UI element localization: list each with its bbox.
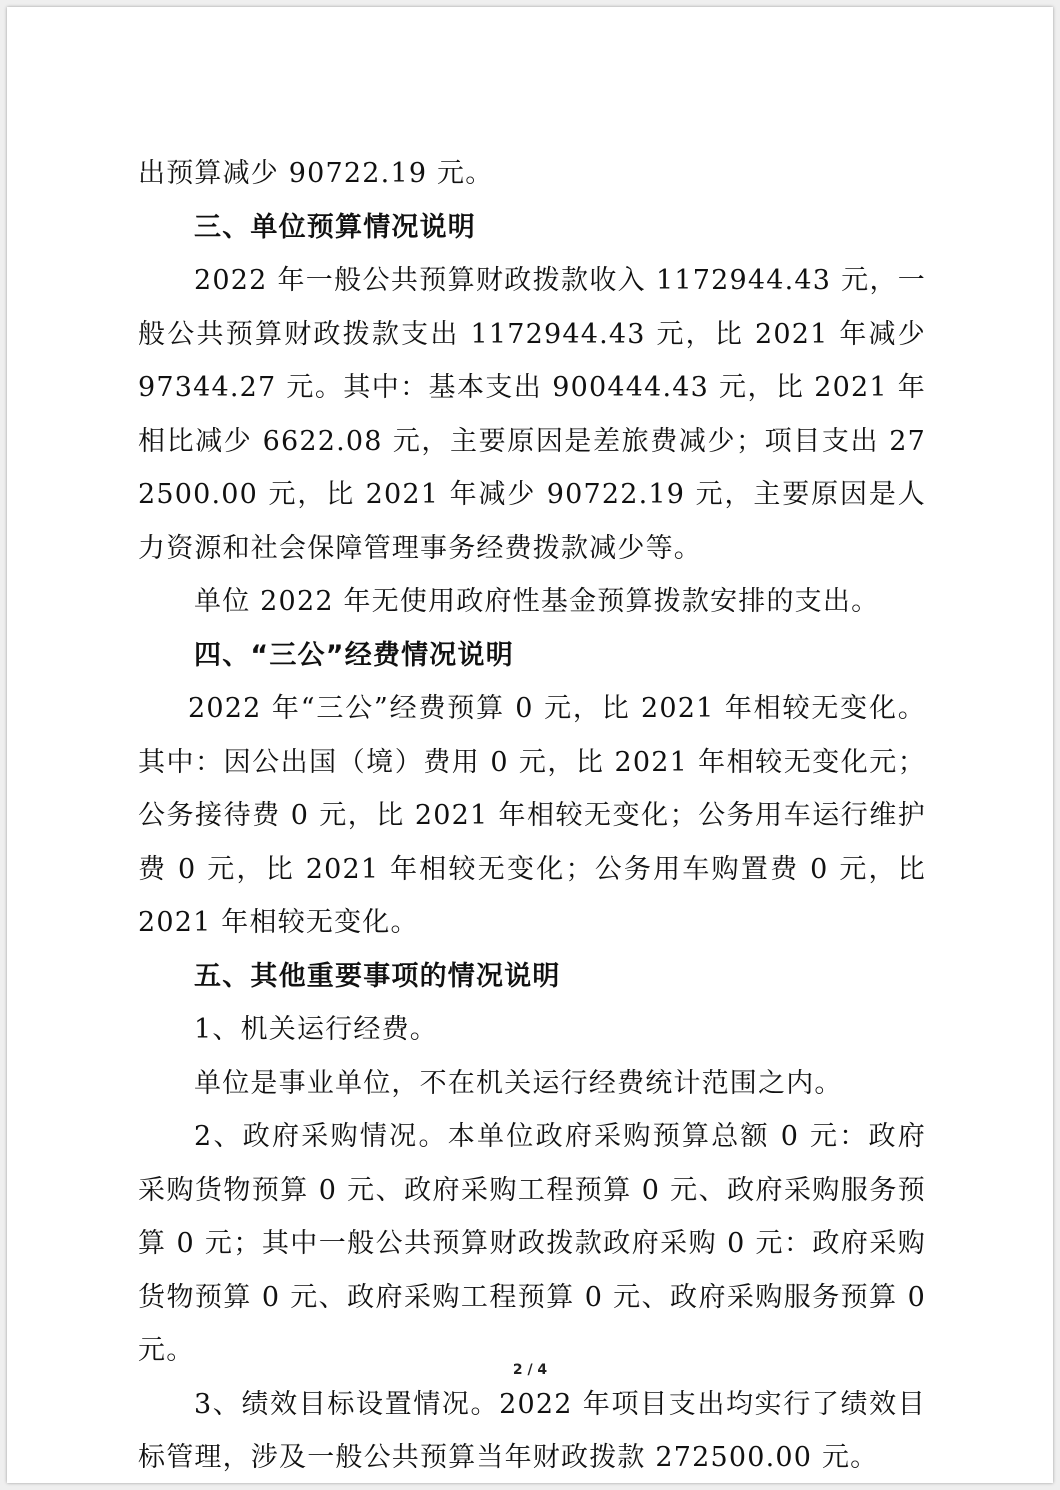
section-heading-5: 五、其他重要事项的情况说明 <box>194 960 561 992</box>
paragraph-item-3: 3、绩效目标设置情况。2022 年项目支出均实行了绩效目标管理，涉及一般公共预算当年财政拨款 272500.00 元。 <box>138 1388 926 1473</box>
section-heading-4: 四、“三公”经费情况说明 <box>194 639 514 671</box>
document-body <box>138 147 926 1485</box>
paragraph-unit-budget: 2022 年一般公共预算财政拨款收入 1172944.43 元，一般公共预算财政拨款支出 1172944.43 元，比 2021 年减少 97344.27 元。其中：基本支出 900444.43 元，比 2021 年相比减少 6622.08 元，主要原因是差旅费减少；项目支出 272500.00 元，比 2021 年减少 90722.19 元，主要原因是人力资源和社会保障管理事务经费拨款减少等。 <box>138 265 926 564</box>
document-page <box>7 7 1053 1483</box>
paragraph-item-1-body: 单位是事业单位，不在机关运行经费统计范围之内。 <box>194 1067 843 1099</box>
paragraph-item-1: 1、机关运行经费。 <box>194 1014 438 1045</box>
paragraph-continuation: 出预算减少 90722.19 元。 <box>138 158 494 189</box>
section-heading-3: 三、单位预算情况说明 <box>194 211 476 243</box>
page-number: 2 / 4 <box>512 1362 548 1378</box>
paragraph-fund-budget: 单位 2022 年无使用政府性基金预算拨款安排的支出。 <box>194 586 880 617</box>
paragraph-three-public: 2022 年“三公”经费预算 0 元，比 2021 年相较无变化。其中：因公出国（境）费用 0 元，比 2021 年相较无变化元；公务接待费 0 元，比 2021 年相较无变化；公务用车运行维护费 0 元，比 2021 年相较无变化；公务用车购置费 0 元，比 2021 年相较无变化。 <box>138 693 926 938</box>
paragraph-item-2: 2、政府采购情况。本单位政府采购预算总额 0 元：政府采购货物预算 0 元、政府采购工程预算 0 元、政府采购服务预算 0 元；其中一般公共预算财政拨款政府采购 0 元：政府采购货物预算 0 元、政府采购工程预算 0 元、政府采购服务预算 0 元。 <box>138 1121 926 1366</box>
